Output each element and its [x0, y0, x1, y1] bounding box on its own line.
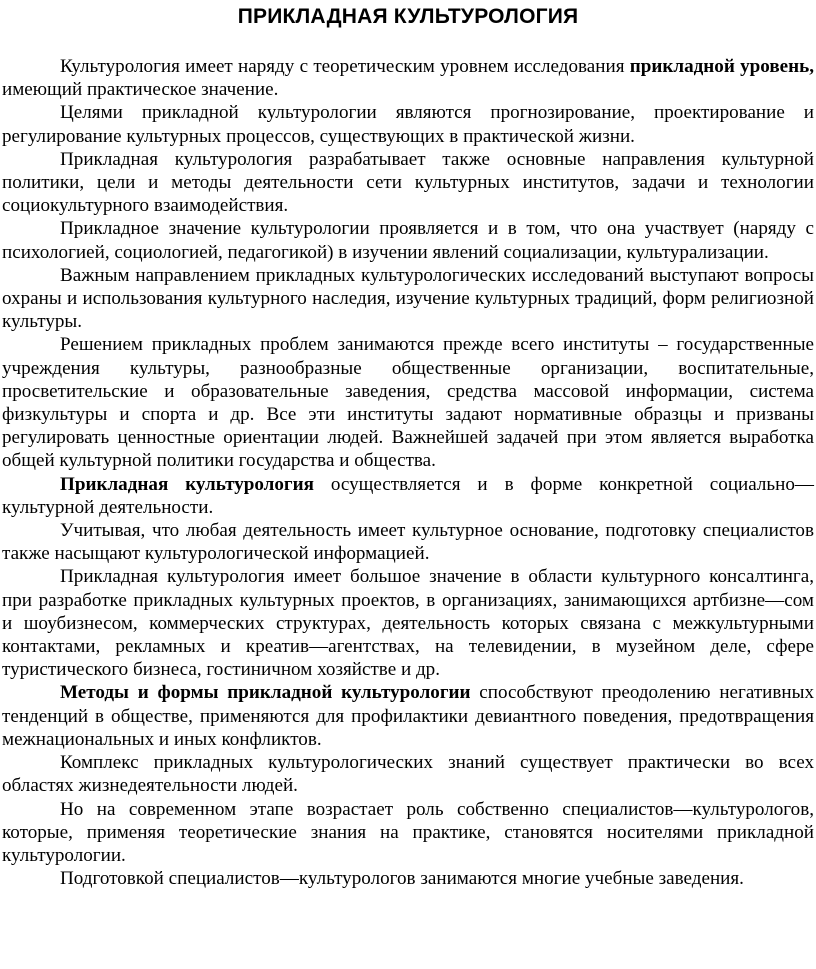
paragraph-3	[2, 148, 814, 218]
paragraph-text: Но на современном этапе возрастает роль собственно специалистов—культурологов, которые, применяя теоретические знания на практике, становятся носителями прикладной культурологии.	[2, 798, 814, 866]
paragraph-text: Комплекс прикладных культурологических знаний существует практически во всех областях жизнедеятельности людей.	[2, 752, 814, 797]
paragraph-9	[2, 565, 814, 681]
paragraph-12	[2, 798, 814, 868]
paragraph-5	[2, 264, 814, 334]
bold-term: Прикладная культурология	[60, 473, 314, 495]
paragraph-text: Подготовкой специалистов—культурологов занимаются многие учебные заведения.	[60, 868, 744, 890]
paragraph-text: Культурология имеет наряду с теоретическим уровнем исследования	[60, 56, 630, 77]
paragraph-text: Учитывая, что любая деятельность имеет культурное основание, подготовку специалистов также насыщают культурологической информацией.	[2, 520, 814, 565]
paragraph-text: Прикладная культурология имеет большое значение в области культурного консалтинга, при разработке прикладных культурных проектов, в организациях, занимающихся артбизне—сом и шоубизнесом, коммерческих структурах, деятельность которых связана с межкультурными контактами, рекламных и креатив—агентствах, на телевидении, в музейном деле, сфере туристического бизнеса, гостиничном хозяйстве и др.	[2, 566, 814, 681]
paragraph-text: Решением прикладных проблем занимаются прежде всего институты – государственные учреждения культуры, разнообразные общественные организации, воспитательные, просветительские и образовательные заведения, средства массовой информации, система физкультуры и спорта и др. Все эти институты задают нормативные образцы и призваны регулировать ценностные ориентации людей. Важнейшей задачей при этом является выработка общей культурной политики государства и общества.	[2, 334, 814, 472]
page-title: ПРИКЛАДНАЯ КУЛЬТУРОЛОГИЯ	[237, 5, 579, 28]
paragraph-text: Целями прикладной культурологии являются прогнозирование, проектирование и регулирование культурных процессов, существующих в практической жизни.	[2, 102, 814, 147]
paragraph-1	[2, 55, 814, 101]
paragraph-11	[2, 751, 814, 797]
paragraph-text: способствуют преодолению негативных тенденций в обществе, применяются для профилактики девиантного поведения, предотвращения межнациональных и иных конфликтов.	[2, 682, 815, 750]
bold-term: прикладной уровень,	[629, 56, 815, 77]
paragraph-2	[2, 101, 814, 147]
paragraph-text: Прикладное значение культурологии проявляется и в том, что она участвует (наряду с психологией, социологией, педагогикой) в изучении явлений социализации, культурализации.	[2, 218, 814, 263]
paragraph-10	[2, 681, 814, 751]
bold-term: Методы и формы прикладной культурологии	[60, 682, 471, 704]
paragraph-text: Прикладная культурология разрабатывает также основные направления культурной политики, цели и методы деятельности сети культурных институтов, задачи и технологии социокультурного взаимодействия.	[2, 148, 814, 217]
paragraph-7	[2, 473, 814, 519]
paragraph-8	[2, 519, 814, 565]
paragraph-text: имеющий практическое значение.	[2, 79, 279, 101]
paragraph-4	[2, 217, 814, 263]
paragraph-text: Важным направлением прикладных культурологических исследований выступают вопросы охраны и использования культурного наследия, изучение культурных традиций, форм религиозной культуры.	[2, 264, 814, 333]
paragraph-13	[2, 867, 814, 890]
document-body	[2, 55, 814, 890]
paragraph-6	[2, 333, 814, 472]
paragraph-text: осуществляется и в форме конкретной социально—культурной деятельности.	[2, 473, 814, 518]
